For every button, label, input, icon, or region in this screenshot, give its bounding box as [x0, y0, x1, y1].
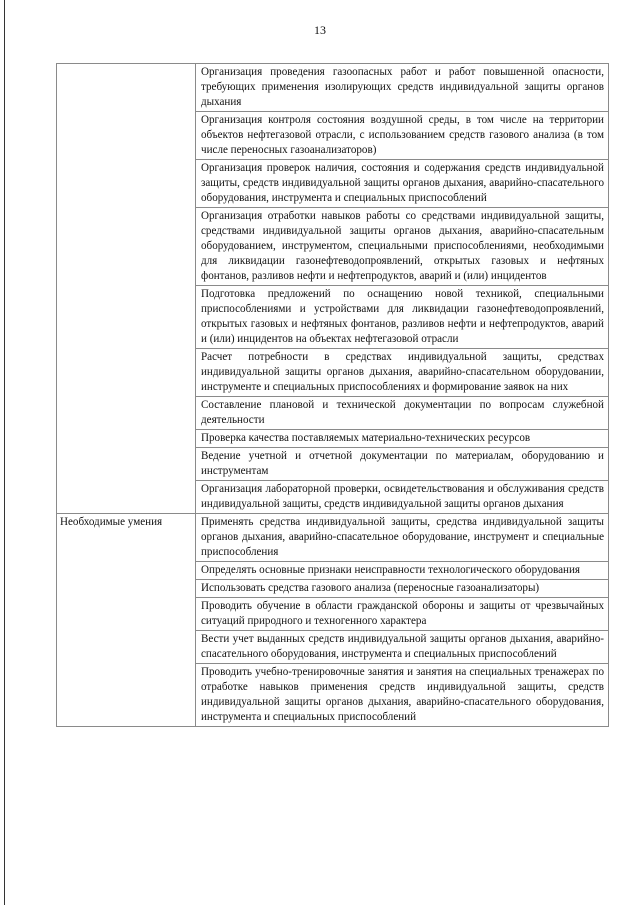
- page-edge-line: [4, 0, 5, 905]
- table-row: [57, 514, 609, 562]
- skill-item: Вести учет выданных средств индивидуальной защиты органов дыхания, аварийно-спасательного оборудования, инструмента и специальных приспособлений: [196, 631, 609, 664]
- table-row: [57, 64, 609, 112]
- section-label-top: [57, 64, 196, 514]
- action-item: Подготовка предложений по оснащению новой техникой, специальными приспособлениями и устройствами для ликвидации газонефтеводопроявлений, открытых газовых и нефтяных фонтанов, разливов нефти и нефтепродуктов, аварий и (или) инцидентов на объектах нефтегазовой отрасли: [196, 286, 609, 349]
- section-label-skills: Необходимые умения: [57, 514, 196, 727]
- action-item: Составление плановой и технической документации по вопросам служебной деятельности: [196, 397, 609, 430]
- action-item: Организация проведения газоопасных работ и работ повышенной опасности, требующих применения изолирующих средств индивидуальной защиты органов дыхания: [196, 64, 609, 112]
- action-item: Проверка качества поставляемых материально-технических ресурсов: [196, 430, 609, 448]
- action-item: Организация проверок наличия, состояния и содержания средств индивидуальной защиты, средств индивидуальной защиты органов дыхания, аварийно-спасательного оборудования, инструмента и специальных приспособлений: [196, 160, 609, 208]
- skill-item: Определять основные признаки неисправности технологического оборудования: [196, 562, 609, 580]
- action-item: Организация лабораторной проверки, освидетельствования и обслуживания средств индивидуальной защиты, средств индивидуальной защиты органов дыхания: [196, 481, 609, 514]
- skill-item: Проводить учебно-тренировочные занятия и занятия на специальных тренажерах по отработке навыков применения средств индивидуальной защиты, средств индивидуальной защиты органов дыхания, аварийно-спасательного оборудования, инструмента и специальных приспособлений: [196, 664, 609, 727]
- action-item: Организация контроля состояния воздушной среды, в том числе на территории объектов нефтегазовой отрасли, с использованием средств газового анализа (в том числе переносных газоанализаторов): [196, 112, 609, 160]
- action-item: Организация отработки навыков работы со средствами индивидуальной защиты, средствами индивидуальной защиты органов дыхания, аварийно-спасательным оборудованием, инструментом, специальными приспособлениями, необходимыми для ликвидации газонефтеводопроявлений, открытых газовых и нефтяных фонтанов, разливов нефти и нефтепродуктов, аварий и (или) инцидентов: [196, 208, 609, 286]
- skill-item: Применять средства индивидуальной защиты, средства индивидуальной защиты органов дыхания, аварийно-спасательное оборудование, инструмент и специальные приспособления: [196, 514, 609, 562]
- skill-item: Проводить обучение в области гражданской обороны и защиты от чрезвычайных ситуаций природного и техногенного характера: [196, 598, 609, 631]
- skill-item: Использовать средства газового анализа (переносные газоанализаторы): [196, 580, 609, 598]
- competency-table: [56, 63, 609, 727]
- page-number: 13: [314, 23, 326, 37]
- action-item: Расчет потребности в средствах индивидуальной защиты, средствах индивидуальной защиты органов дыхания, аварийно-спасательном оборудовании, инструменте и специальных приспособлениях и формирование заявок на них: [196, 349, 609, 397]
- action-item: Ведение учетной и отчетной документации по материалам, оборудованию и инструментам: [196, 448, 609, 481]
